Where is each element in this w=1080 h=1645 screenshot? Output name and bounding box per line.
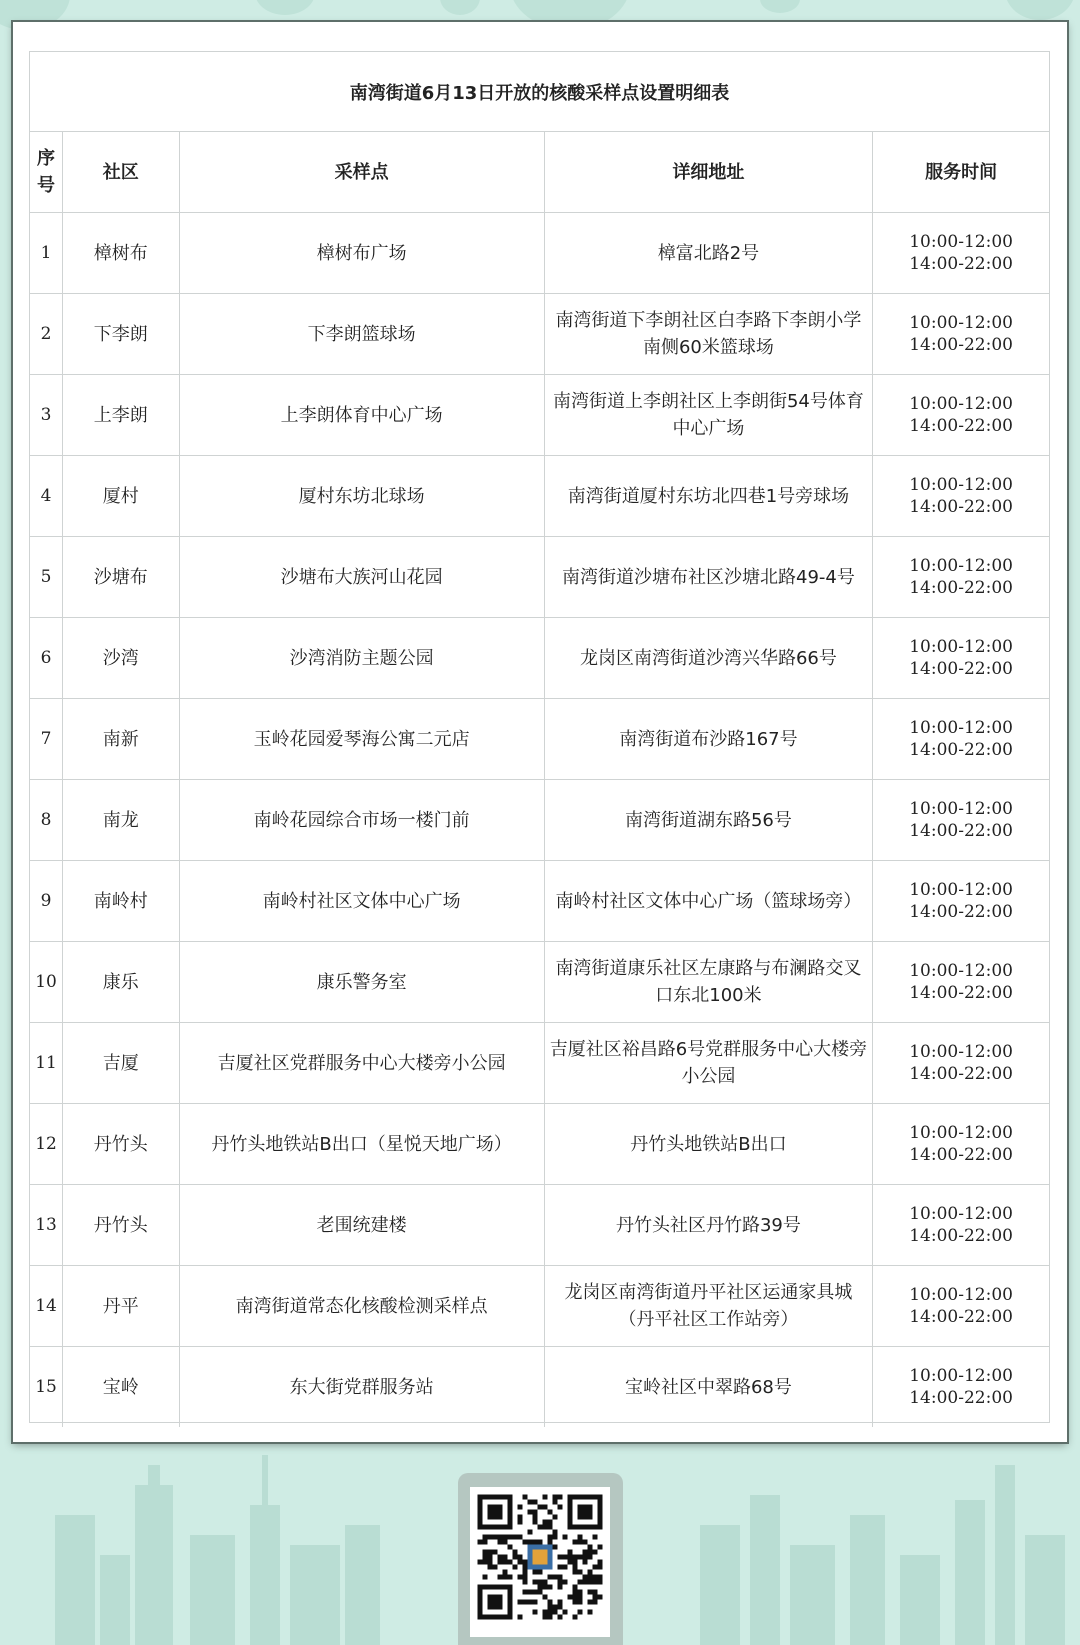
cell-seq: 9 xyxy=(30,861,63,942)
service-time-slot: 14:00-22:00 xyxy=(909,659,1013,679)
table-row xyxy=(30,699,1049,780)
service-time-slot: 10:00-12:00 xyxy=(909,799,1013,819)
table-row xyxy=(30,618,1049,699)
service-time-slot: 14:00-22:00 xyxy=(909,578,1013,598)
service-time-slot: 14:00-22:00 xyxy=(909,1388,1013,1408)
service-time-slot: 10:00-12:00 xyxy=(909,1123,1013,1143)
cell-address: 南湾街道下李朗社区白李路下李朗小学南侧60米篮球场 xyxy=(544,294,872,375)
header-site: 采样点 xyxy=(179,132,544,213)
header-seq: 序号 xyxy=(30,132,63,213)
table-row xyxy=(30,537,1049,618)
cell-site: 吉厦社区党群服务中心大楼旁小公园 xyxy=(179,1023,544,1104)
cell-address: 南湾街道上李朗社区上李朗街54号体育中心广场 xyxy=(544,375,872,456)
cell-community: 南龙 xyxy=(63,780,179,861)
service-time-slot: 14:00-22:00 xyxy=(909,254,1013,274)
service-time-slot: 10:00-12:00 xyxy=(909,232,1013,252)
cell-address: 龙岗区南湾街道丹平社区运通家具城（丹平社区工作站旁） xyxy=(544,1266,872,1347)
cell-community: 下李朗 xyxy=(63,294,179,375)
cell-service-time xyxy=(873,618,1049,699)
table-title: 南湾街道6月13日开放的核酸采样点设置明细表 xyxy=(30,52,1049,132)
cell-site: 樟树布广场 xyxy=(179,213,544,294)
cell-seq: 1 xyxy=(30,213,63,294)
cell-seq: 5 xyxy=(30,537,63,618)
service-time-slot: 14:00-22:00 xyxy=(909,497,1013,517)
table-row xyxy=(30,375,1049,456)
service-time-slot: 10:00-12:00 xyxy=(909,1204,1013,1224)
cell-service-time xyxy=(873,942,1049,1023)
table-row xyxy=(30,294,1049,375)
cell-service-time xyxy=(873,699,1049,780)
service-time-slot: 10:00-12:00 xyxy=(909,1285,1013,1305)
cell-site: 丹竹头地铁站B出口（星悦天地广场） xyxy=(179,1104,544,1185)
cell-address: 樟富北路2号 xyxy=(544,213,872,294)
cell-address: 龙岗区南湾街道沙湾兴华路66号 xyxy=(544,618,872,699)
cell-site: 下李朗篮球场 xyxy=(179,294,544,375)
qr-code-icon[interactable] xyxy=(470,1487,610,1637)
cell-address: 丹竹头社区丹竹路39号 xyxy=(544,1185,872,1266)
table-row xyxy=(30,1023,1049,1104)
table-row xyxy=(30,456,1049,537)
cell-address: 南湾街道康乐社区左康路与布澜路交叉口东北100米 xyxy=(544,942,872,1023)
cell-service-time xyxy=(873,537,1049,618)
cell-site: 南岭花园综合市场一楼门前 xyxy=(179,780,544,861)
cell-seq: 7 xyxy=(30,699,63,780)
cell-address: 南湾街道厦村东坊北四巷1号旁球场 xyxy=(544,456,872,537)
header-address: 详细地址 xyxy=(544,132,872,213)
cell-service-time xyxy=(873,375,1049,456)
service-time-slot: 14:00-22:00 xyxy=(909,983,1013,1003)
cell-service-time xyxy=(873,1347,1049,1428)
service-time-slot: 14:00-22:00 xyxy=(909,821,1013,841)
cell-site: 上李朗体育中心广场 xyxy=(179,375,544,456)
cell-seq: 14 xyxy=(30,1266,63,1347)
cell-community: 樟树布 xyxy=(63,213,179,294)
cell-community: 上李朗 xyxy=(63,375,179,456)
cell-community: 康乐 xyxy=(63,942,179,1023)
service-time-slot: 14:00-22:00 xyxy=(909,1307,1013,1327)
service-time-slot: 10:00-12:00 xyxy=(909,961,1013,981)
cell-community: 吉厦 xyxy=(63,1023,179,1104)
cell-address: 南湾街道沙塘布社区沙塘北路49-4号 xyxy=(544,537,872,618)
table-row xyxy=(30,213,1049,294)
cell-seq: 10 xyxy=(30,942,63,1023)
service-time-slot: 14:00-22:00 xyxy=(909,335,1013,355)
cell-community: 南新 xyxy=(63,699,179,780)
cell-site: 厦村东坊北球场 xyxy=(179,456,544,537)
cell-seq: 11 xyxy=(30,1023,63,1104)
cell-seq: 15 xyxy=(30,1347,63,1428)
cell-service-time xyxy=(873,1266,1049,1347)
cell-service-time xyxy=(873,1185,1049,1266)
table-row xyxy=(30,942,1049,1023)
schedule-document xyxy=(29,51,1050,1423)
cell-seq: 8 xyxy=(30,780,63,861)
table-row xyxy=(30,861,1049,942)
cell-address: 吉厦社区裕昌路6号党群服务中心大楼旁小公园 xyxy=(544,1023,872,1104)
service-time-slot: 14:00-22:00 xyxy=(909,416,1013,436)
table-row xyxy=(30,1104,1049,1185)
cell-site: 沙湾消防主题公园 xyxy=(179,618,544,699)
cell-service-time xyxy=(873,456,1049,537)
table-row xyxy=(30,1347,1049,1428)
table-header-row xyxy=(30,132,1049,213)
cell-site: 南岭村社区文体中心广场 xyxy=(179,861,544,942)
cell-community: 沙湾 xyxy=(63,618,179,699)
cell-community: 丹竹头 xyxy=(63,1185,179,1266)
cell-site: 老围统建楼 xyxy=(179,1185,544,1266)
cell-address: 丹竹头地铁站B出口 xyxy=(544,1104,872,1185)
service-time-slot: 14:00-22:00 xyxy=(909,1145,1013,1165)
cell-service-time xyxy=(873,861,1049,942)
cell-community: 宝岭 xyxy=(63,1347,179,1428)
service-time-slot: 10:00-12:00 xyxy=(909,556,1013,576)
header-community: 社区 xyxy=(63,132,179,213)
cell-address: 南湾街道布沙路167号 xyxy=(544,699,872,780)
service-time-slot: 14:00-22:00 xyxy=(909,1226,1013,1246)
service-time-slot: 10:00-12:00 xyxy=(909,718,1013,738)
cell-seq: 4 xyxy=(30,456,63,537)
cell-service-time xyxy=(873,213,1049,294)
cell-service-time xyxy=(873,1104,1049,1185)
service-time-slot: 10:00-12:00 xyxy=(909,1366,1013,1386)
cell-site: 南湾街道常态化核酸检测采样点 xyxy=(179,1266,544,1347)
service-time-slot: 10:00-12:00 xyxy=(909,394,1013,414)
cell-community: 南岭村 xyxy=(63,861,179,942)
service-time-slot: 14:00-22:00 xyxy=(909,740,1013,760)
cell-service-time xyxy=(873,1023,1049,1104)
cell-seq: 2 xyxy=(30,294,63,375)
cell-service-time xyxy=(873,294,1049,375)
cell-service-time xyxy=(873,780,1049,861)
service-time-slot: 10:00-12:00 xyxy=(909,313,1013,333)
cell-community: 丹竹头 xyxy=(63,1104,179,1185)
cell-address: 南湾街道湖东路56号 xyxy=(544,780,872,861)
cell-site: 东大街党群服务站 xyxy=(179,1347,544,1428)
service-time-slot: 10:00-12:00 xyxy=(909,475,1013,495)
cell-site: 玉岭花园爱琴海公寓二元店 xyxy=(179,699,544,780)
cell-seq: 3 xyxy=(30,375,63,456)
service-time-slot: 10:00-12:00 xyxy=(909,637,1013,657)
cell-site: 沙塘布大族河山花园 xyxy=(179,537,544,618)
cell-address: 南岭村社区文体中心广场（篮球场旁） xyxy=(544,861,872,942)
cell-site: 康乐警务室 xyxy=(179,942,544,1023)
service-time-slot: 10:00-12:00 xyxy=(909,1042,1013,1062)
cell-community: 丹平 xyxy=(63,1266,179,1347)
cell-seq: 12 xyxy=(30,1104,63,1185)
header-service-time: 服务时间 xyxy=(873,132,1049,213)
sampling-sites-table xyxy=(30,132,1049,1427)
cell-seq: 6 xyxy=(30,618,63,699)
cell-address: 宝岭社区中翠路68号 xyxy=(544,1347,872,1428)
service-time-slot: 14:00-22:00 xyxy=(909,1064,1013,1084)
table-row xyxy=(30,1185,1049,1266)
cell-community: 厦村 xyxy=(63,456,179,537)
table-row xyxy=(30,780,1049,861)
service-time-slot: 14:00-22:00 xyxy=(909,902,1013,922)
cell-community: 沙塘布 xyxy=(63,537,179,618)
table-row xyxy=(30,1266,1049,1347)
cell-seq: 13 xyxy=(30,1185,63,1266)
service-time-slot: 10:00-12:00 xyxy=(909,880,1013,900)
